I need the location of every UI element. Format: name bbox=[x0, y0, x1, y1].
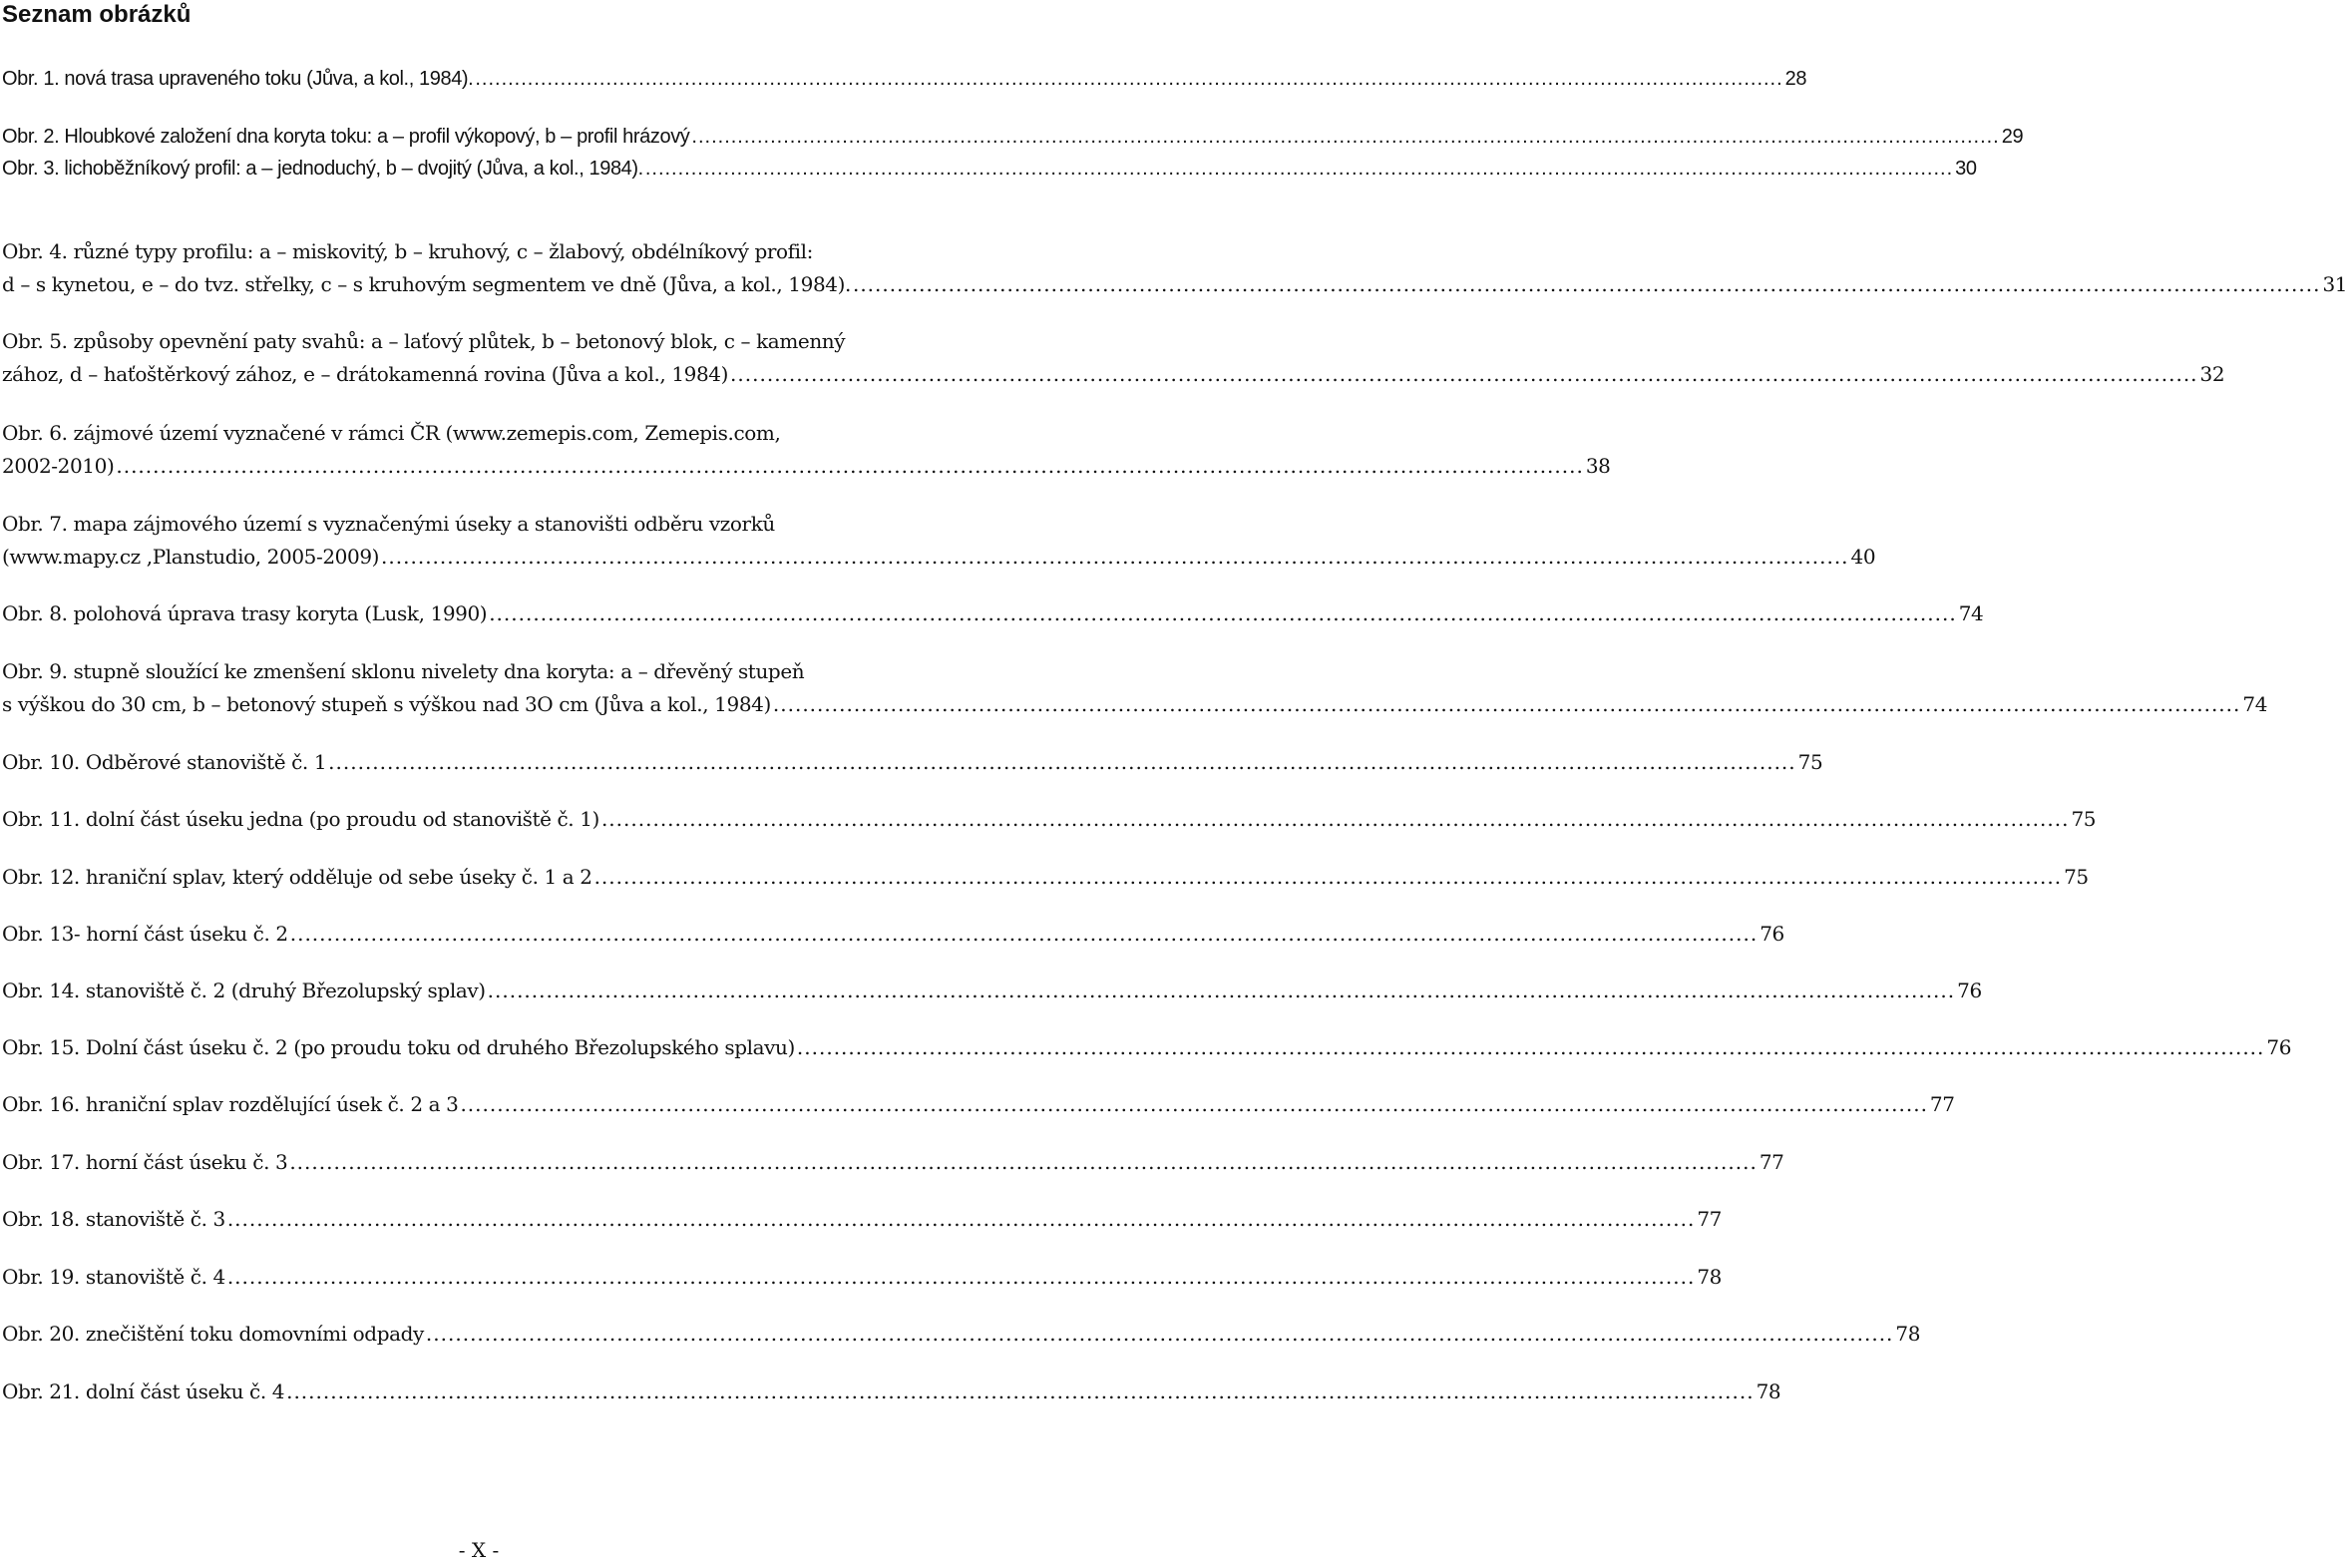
page-reference[interactable]: 77 bbox=[1759, 1150, 1784, 1174]
figure-caption: Obr. 14. stanoviště č. 2 (druhý Březolupský splav) bbox=[2, 979, 486, 1002]
figure-entry bbox=[2, 235, 2347, 301]
figure-caption: d – s kynetou, e – do tvz. střelky, c – s kruhovým segmentem ve dně (Jůva, a kol., 1984). bbox=[2, 272, 851, 296]
figure-caption-row bbox=[2, 803, 2097, 836]
figure-entry bbox=[2, 1203, 1722, 1236]
figure-caption-row bbox=[2, 746, 1823, 779]
page-reference[interactable]: 32 bbox=[2199, 362, 2225, 386]
figure-caption-row bbox=[2, 268, 2347, 301]
page-reference[interactable]: 78 bbox=[1895, 1322, 1921, 1346]
figure-entry bbox=[2, 1031, 2292, 1064]
figure-caption: Obr. 2. Hloubkové založení dna koryta toku: a – profil výkopový, b – profil hrázový bbox=[2, 126, 690, 148]
page-reference[interactable]: 74 bbox=[1958, 601, 1984, 625]
figure-entry bbox=[2, 325, 2225, 391]
figure-caption: Obr. 13- horní část úseku č. 2 bbox=[2, 922, 288, 946]
dot-leader: ........................................................................................................................................................................................................ bbox=[487, 979, 1956, 1002]
figure-caption: Obr. 17. horní část úseku č. 3 bbox=[2, 1150, 288, 1174]
page-reference[interactable]: 78 bbox=[1756, 1379, 1781, 1403]
dot-leader: ........................................................................................................................................................................................................ bbox=[691, 126, 2000, 148]
figure-caption-row bbox=[2, 153, 1977, 186]
figure-caption: Obr. 8. polohová úprava trasy koryta (Lusk, 1990) bbox=[2, 601, 488, 625]
dot-leader: ........................................................................................................................................................................................................ bbox=[600, 807, 2070, 831]
figure-caption: (www.mapy.cz ,Planstudio, 2005-2009) bbox=[2, 545, 380, 569]
page-reference[interactable]: 77 bbox=[1929, 1092, 1955, 1116]
dot-leader: ........................................................................................................................................................................................................ bbox=[286, 1379, 1755, 1403]
figure-caption: Obr. 1. nová trasa upraveného toku (Jůva, a kol., 1984). bbox=[2, 68, 474, 90]
page-reference[interactable]: 75 bbox=[1797, 750, 1823, 774]
figure-entry bbox=[2, 1318, 1921, 1351]
figure-entry bbox=[2, 121, 2024, 154]
figure-caption: Obr. 10. Odběrové stanoviště č. 1 bbox=[2, 750, 327, 774]
dot-leader: ........................................................................................................................................................................................................ bbox=[381, 545, 1849, 569]
figure-caption-row bbox=[2, 541, 1876, 574]
figure-caption-row bbox=[2, 975, 1982, 1007]
figure-entry bbox=[2, 861, 2089, 894]
figure-caption: Obr. 15. Dolní část úseku č. 2 (po proudu toku od druhého Březolupského splavu) bbox=[2, 1035, 795, 1059]
figure-caption: s výškou do 30 cm, b – betonový stupeň s výškou nad 3O cm (Jůva a kol., 1984) bbox=[2, 692, 771, 716]
figure-caption-line: Obr. 5. způsoby opevnění paty svahů: a – laťový plůtek, b – betonový blok, c – kamenný bbox=[2, 329, 846, 353]
figure-caption-row bbox=[2, 358, 2225, 391]
figure-caption-row bbox=[2, 1146, 1784, 1179]
page-reference[interactable]: 75 bbox=[2071, 807, 2097, 831]
figure-caption-row bbox=[2, 688, 2268, 721]
figure-caption: Obr. 12. hraniční splav, který odděluje od sebe úseky č. 1 a 2 bbox=[2, 865, 592, 889]
figure-caption: Obr. 18. stanoviště č. 3 bbox=[2, 1207, 225, 1231]
figure-caption: Obr. 3. lichoběžníkový profil: a – jednoduchý, b – dvojitý (Jůva, a kol., 1984). bbox=[2, 158, 643, 180]
figure-entry bbox=[2, 746, 1823, 779]
dot-leader: ........................................................................................................................................................................................................ bbox=[489, 601, 1957, 625]
figure-entry bbox=[2, 1146, 1784, 1179]
dot-leader: ........................................................................................................................................................................................................ bbox=[644, 158, 1954, 180]
dot-leader: ........................................................................................................................................................................................................ bbox=[796, 1035, 2265, 1059]
figure-caption: zához, d – haťoštěrkový zához, e – drátokamenná rovina (Jůva a kol., 1984) bbox=[2, 362, 729, 386]
page-reference[interactable]: 29 bbox=[2001, 126, 2024, 148]
page-reference[interactable]: 30 bbox=[1955, 158, 1977, 180]
figure-entry bbox=[2, 508, 1876, 574]
figure-caption-line: Obr. 6. zájmové území vyznačené v rámci ČR (www.zemepis.com, Zemepis.com, bbox=[2, 421, 781, 445]
figure-entry bbox=[2, 1375, 1781, 1408]
figure-caption-line: Obr. 4. různé typy profilu: a – miskovitý, b – kruhový, c – žlabový, obdélníkový profil: bbox=[2, 239, 813, 263]
figure-caption-row bbox=[2, 861, 2089, 894]
dot-leader: ........................................................................................................................................................................................................ bbox=[593, 865, 2063, 889]
figure-caption-row bbox=[2, 1318, 1921, 1351]
figure-entry bbox=[2, 597, 1984, 630]
figure-caption-row bbox=[2, 918, 1784, 951]
page-reference[interactable]: 38 bbox=[1585, 454, 1611, 478]
figure-entry bbox=[2, 655, 2268, 721]
figure-caption: Obr. 16. hraniční splav rozdělující úsek č. 2 a 3 bbox=[2, 1092, 459, 1116]
page-reference[interactable]: 28 bbox=[1784, 68, 1807, 90]
page-reference[interactable]: 76 bbox=[2266, 1035, 2292, 1059]
figure-entry bbox=[2, 153, 1977, 186]
figure-caption-row bbox=[2, 450, 1611, 483]
dot-leader: ........................................................................................................................................................................................................ bbox=[328, 750, 1796, 774]
page-number-footer bbox=[0, 1536, 1021, 1564]
figure-entry bbox=[2, 417, 1611, 483]
dot-leader: ........................................................................................................................................................................................................ bbox=[116, 454, 1584, 478]
figure-caption-row bbox=[2, 121, 2024, 154]
dot-leader: ........................................................................................................................................................................................................ bbox=[852, 272, 2321, 296]
page-reference[interactable]: 78 bbox=[1697, 1265, 1722, 1289]
figure-caption: Obr. 20. znečištění toku domovními odpady bbox=[2, 1322, 424, 1346]
page-reference[interactable]: 76 bbox=[1760, 922, 1784, 946]
page-reference[interactable]: 40 bbox=[1850, 545, 1876, 569]
figure-caption-row bbox=[2, 597, 1984, 630]
figure-caption-row bbox=[2, 63, 1807, 96]
dot-leader: ........................................................................................................................................................................................................ bbox=[289, 1150, 1758, 1174]
dot-leader: ........................................................................................................................................................................................................ bbox=[226, 1207, 1696, 1231]
figure-caption: 2002-2010) bbox=[2, 454, 115, 478]
page-reference[interactable]: 76 bbox=[1957, 979, 1982, 1002]
page-title: Seznam obrázků bbox=[2, 1, 192, 28]
page-reference[interactable]: 77 bbox=[1697, 1207, 1722, 1231]
figure-caption-line: Obr. 7. mapa zájmového území s vyznačenými úseky a stanovišti odběru vzorků bbox=[2, 512, 775, 536]
figure-entry bbox=[2, 803, 2097, 836]
page-reference[interactable]: 74 bbox=[2242, 692, 2268, 716]
dot-leader: ........................................................................................................................................................................................................ bbox=[425, 1322, 1894, 1346]
figure-caption: Obr. 21. dolní část úseku č. 4 bbox=[2, 1379, 285, 1403]
figure-caption: Obr. 11. dolní část úseku jedna (po proudu od stanoviště č. 1) bbox=[2, 807, 599, 831]
page-number: - X - bbox=[458, 1538, 500, 1562]
figure-caption-row bbox=[2, 1088, 1955, 1121]
dot-leader: ........................................................................................................................................................................................................ bbox=[460, 1092, 1928, 1116]
figure-entry bbox=[2, 63, 1807, 96]
page-reference[interactable]: 31 bbox=[2322, 272, 2347, 296]
figure-entry bbox=[2, 1088, 1955, 1121]
page-reference[interactable]: 75 bbox=[2064, 865, 2089, 889]
figure-entry bbox=[2, 975, 1982, 1007]
dot-leader: ........................................................................................................................................................................................................ bbox=[289, 922, 1759, 946]
dot-leader: ........................................................................................................................................................................................................ bbox=[730, 362, 2198, 386]
figure-caption-row bbox=[2, 1203, 1722, 1236]
figure-caption-row bbox=[2, 1261, 1722, 1294]
figure-entry bbox=[2, 1261, 1722, 1294]
dot-leader: ........................................................................................................................................................................................................ bbox=[226, 1265, 1696, 1289]
figure-caption-row bbox=[2, 1031, 2292, 1064]
figure-caption-line: Obr. 9. stupně sloužící ke zmenšení sklonu nivelety dna koryta: a – dřevěný stupeň bbox=[2, 659, 805, 683]
dot-leader: ........................................................................................................................................................................................................ bbox=[475, 68, 1783, 90]
figure-caption-row bbox=[2, 1375, 1781, 1408]
figure-entry bbox=[2, 918, 1784, 951]
dot-leader: ........................................................................................................................................................................................................ bbox=[772, 692, 2241, 716]
figure-caption: Obr. 19. stanoviště č. 4 bbox=[2, 1265, 225, 1289]
